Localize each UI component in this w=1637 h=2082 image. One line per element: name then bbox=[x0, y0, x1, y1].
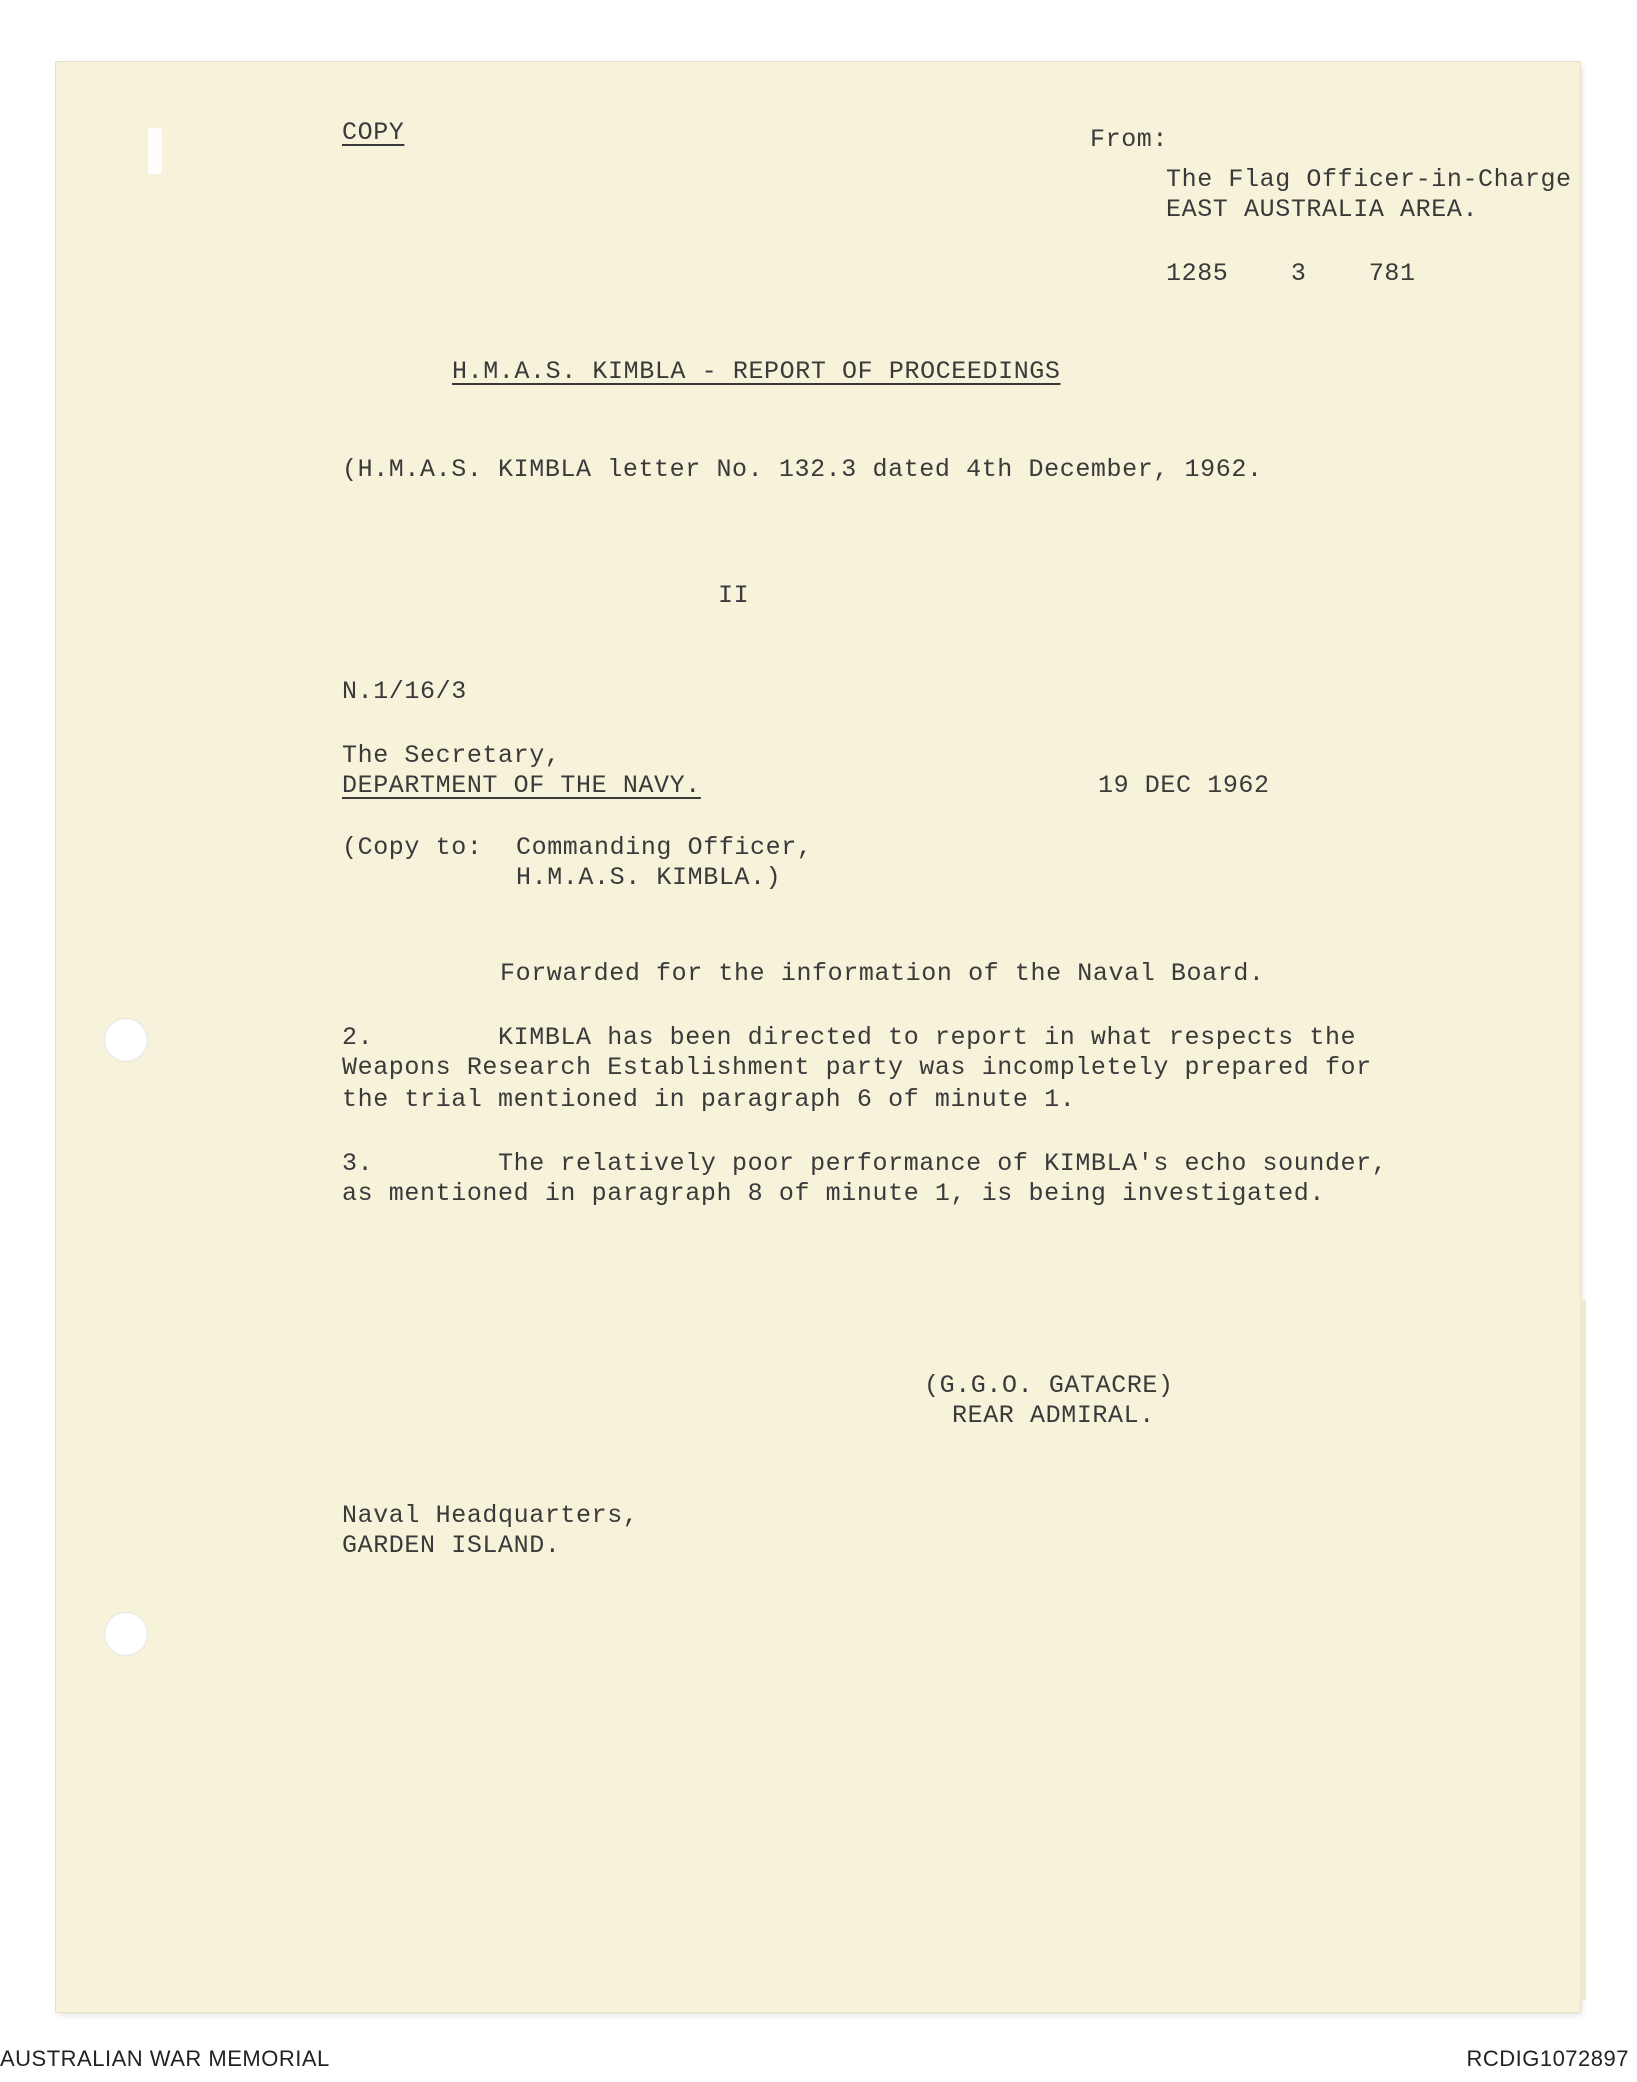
page-edge bbox=[1580, 1300, 1586, 2000]
from-line-2: EAST AUSTRALIA AREA. bbox=[1166, 195, 1479, 224]
origin-line-2: GARDEN ISLAND. bbox=[342, 1531, 561, 1560]
paragraph-3-line-2: as mentioned in paragraph 8 of minute 1, is being investigated. bbox=[342, 1179, 1325, 1208]
copy-to-line-1: Commanding Officer, bbox=[516, 833, 813, 862]
reference-line: (H.M.A.S. KIMBLA letter No. 132.3 dated 4th December, 1962. bbox=[342, 455, 1263, 484]
paragraph-2-line-3: the trial mentioned in paragraph 6 of minute 1. bbox=[342, 1085, 1076, 1114]
paragraph-3-line-1: 3. The relatively poor performance of KIMBLA's echo sounder, bbox=[342, 1149, 1388, 1178]
copy-to-label: (Copy to: bbox=[342, 833, 483, 862]
document-title: H.M.A.S. KIMBLA - REPORT OF PROCEEDINGS bbox=[452, 357, 1061, 386]
staple-tear-mark bbox=[148, 128, 162, 174]
from-label: From: bbox=[1090, 125, 1169, 154]
signature-name: (G.G.O. GATACRE) bbox=[924, 1371, 1174, 1400]
footer-record-id: RCDIG1072897 bbox=[1466, 2046, 1629, 2071]
file-reference: N.1/16/3 bbox=[342, 677, 467, 706]
document-date: 19 DEC 1962 bbox=[1098, 771, 1270, 800]
signature-rank: REAR ADMIRAL. bbox=[952, 1401, 1155, 1430]
punch-hole-upper bbox=[104, 1018, 148, 1062]
addressee-line-2: DEPARTMENT OF THE NAVY. bbox=[342, 771, 701, 800]
file-numbers: 1285 3 781 bbox=[1166, 259, 1416, 288]
paragraph-2-line-2: Weapons Research Establishment party was incompletely prepared for bbox=[342, 1053, 1372, 1082]
copy-to-line-2: H.M.A.S. KIMBLA.) bbox=[516, 863, 782, 892]
paragraph-1: Forwarded for the information of the Naval Board. bbox=[500, 959, 1265, 988]
punch-hole-lower bbox=[104, 1612, 148, 1656]
paragraph-2-line-1: 2. KIMBLA has been directed to report in what respects the bbox=[342, 1023, 1357, 1052]
addressee-line-1: The Secretary, bbox=[342, 741, 561, 770]
minute-number: II bbox=[718, 581, 750, 610]
from-line-1: The Flag Officer-in-Charge bbox=[1166, 165, 1572, 194]
origin-line-1: Naval Headquarters, bbox=[342, 1501, 639, 1530]
footer-institution: AUSTRALIAN WAR MEMORIAL bbox=[0, 2046, 330, 2071]
copy-label: COPY bbox=[342, 118, 405, 147]
